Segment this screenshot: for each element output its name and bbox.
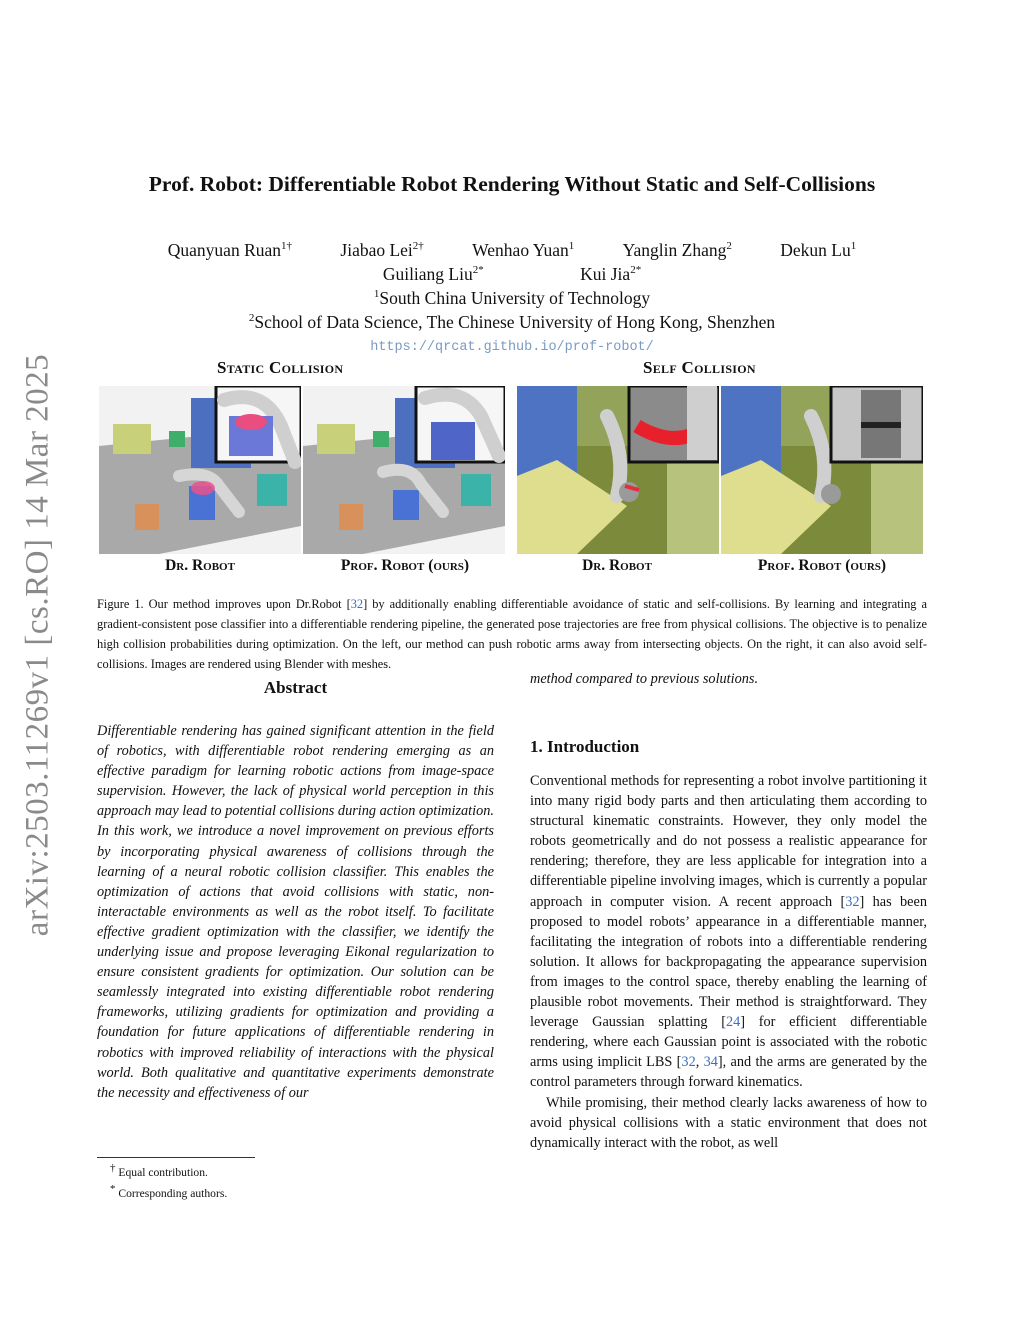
author: Jiabao Lei$^{2\dagger}$ <box>340 240 424 260</box>
footnote: † Equal contribution. <box>110 1162 208 1179</box>
footnote: * Corresponding authors. <box>110 1182 228 1200</box>
author: Wenhao Yuan$^1$ <box>472 240 575 260</box>
arxiv-id: arXiv:2503.11269v1 [cs.RO] 14 Mar 2025 <box>19 353 56 937</box>
authors-line-2 <box>60 264 964 285</box>
abstract-text: Differentiable rendering has gained significant attention in the field of robotics, with differentiable robot rendering emerging as an effective paradigm for learning robotic actions from image-space supervision. However, the lack of physical world perception in this approach may lead to potential collisions during action optimization. In this work, we introduce a novel improvement on previous efforts by incorporating physical awareness of collisions through the learning of a neural robotic collision classifier. This enables the optimization of actions that avoid collisions with static, non-interactable environments as well as the robot itself. To facilitate effective gradient optimization with the classifier, we identify the underlying issue and propose leveraging Eikonal regularization to ensure consistent gradients for optimization. Our solution can be seamlessly integrated into existing differentiable robot rendering frameworks, utilizing gradients for optimization and providing a foundation for future applications of differentiable rendering in robotics with improved reliability of interactions with the physical world. Both qualitative and quantitative experiments demonstrate the necessity and effectiveness of our <box>97 723 494 1101</box>
abstract-continued: method compared to previous solutions. <box>530 671 759 687</box>
panel-label-4: Prof. Robot (ours) <box>757 557 887 574</box>
figure-heading-static: Static Collision <box>217 358 344 377</box>
author: Guiliang Liu$^{2*}$ <box>382 264 484 284</box>
citation-link[interactable]: 34 <box>703 1054 718 1071</box>
figure-panel-static-prof-robot <box>303 386 505 554</box>
intro-paragraph-2: While promising, their method clearly lacks awareness of how to avoid physical collisions with a static environment that does not dynamically interact with the robot, as well <box>530 1094 927 1151</box>
intro-paragraph-1: Conventional methods for representing a robot involve partitioning it into many rigid body parts and then articulating them according to structural kinematic constraints. However, they only model the robots geometrically and do not possess a realistic appearance for rendering; therefore, they are less applicable for integration into a differentiable pipeline involving images, which is currently a popular approach in computer vision. A recent approach [32] has been proposed to model robots’ appearance in a differentiable manner, facilitating the integration of robots into a differentiable rendering solution. It allows for backpropagating the appearance supervision from images to the control space, thereby enabling the learning of plausible robot movements. Their method is straightforward. They leverage Gaussian splatting [24] for efficient differentiable rendering, where each Gaussian point is associated with the robotic arms using implicit LBS [32, 34], and the arms are generated by the control parameters through forward kinematics. <box>530 773 927 1091</box>
footnotes <box>110 1160 227 1202</box>
figure-caption: Figure 1. Our method improves upon Dr.Robot [32] by additionally enabling differentiable avoidance of static and self-collisions. By learning and integrating a gradient-consistent pose classifier into a differentiable rendering pipeline, the generated pose trajectories are free from physical collisions. The objective is to penalize high collision probabilities during optimization. On the left, our method can push robotic arms away from intersecting objects. On the right, it can also avoid self-collisions. Images are rendered using Blender with meshes. <box>97 597 927 671</box>
citation-link[interactable]: 32 <box>681 1054 696 1071</box>
abstract-heading: Abstract <box>263 678 328 697</box>
paper-title: Prof. Robot: Differentiable Robot Rendering Without Static and Self-Collisions <box>148 172 876 196</box>
intro-text <box>530 771 927 1153</box>
citation-link[interactable]: 24 <box>726 1014 741 1031</box>
citation-link[interactable]: 32 <box>845 893 860 910</box>
author: Yanglin Zhang$^2$ <box>622 240 732 260</box>
project-url-link[interactable]: https://qrcat.github.io/prof-robot/ <box>370 340 654 355</box>
figure-panel-self-prof-robot <box>721 386 923 554</box>
panel-label-2: Prof. Robot (ours) <box>340 557 470 574</box>
author: Dekun Lu$^1$ <box>780 240 857 260</box>
affiliation-2: $^2$School of Data Science, The Chinese University of Hong Kong, Shenzhen <box>248 312 776 332</box>
intro-heading: 1. Introduction <box>530 737 640 756</box>
panel-label-1: Dr. Robot <box>165 557 235 574</box>
figure-panel-self-dr-robot <box>517 386 719 554</box>
figure-panel-static-dr-robot <box>99 386 301 554</box>
citation-link[interactable]: 32 <box>350 597 364 611</box>
affiliation-1: $^1$South China University of Technology <box>373 288 651 308</box>
figure-heading-self: Self Collision <box>643 358 756 377</box>
panel-label-3: Dr. Robot <box>582 557 652 574</box>
authors-line-1 <box>60 240 964 261</box>
author: Quanyuan Ruan$^{1\dagger}$ <box>167 240 293 260</box>
author: Kui Jia$^{2*}$ <box>580 264 642 284</box>
footnote-rule <box>97 1157 255 1158</box>
arxiv-stamp <box>8 340 68 950</box>
